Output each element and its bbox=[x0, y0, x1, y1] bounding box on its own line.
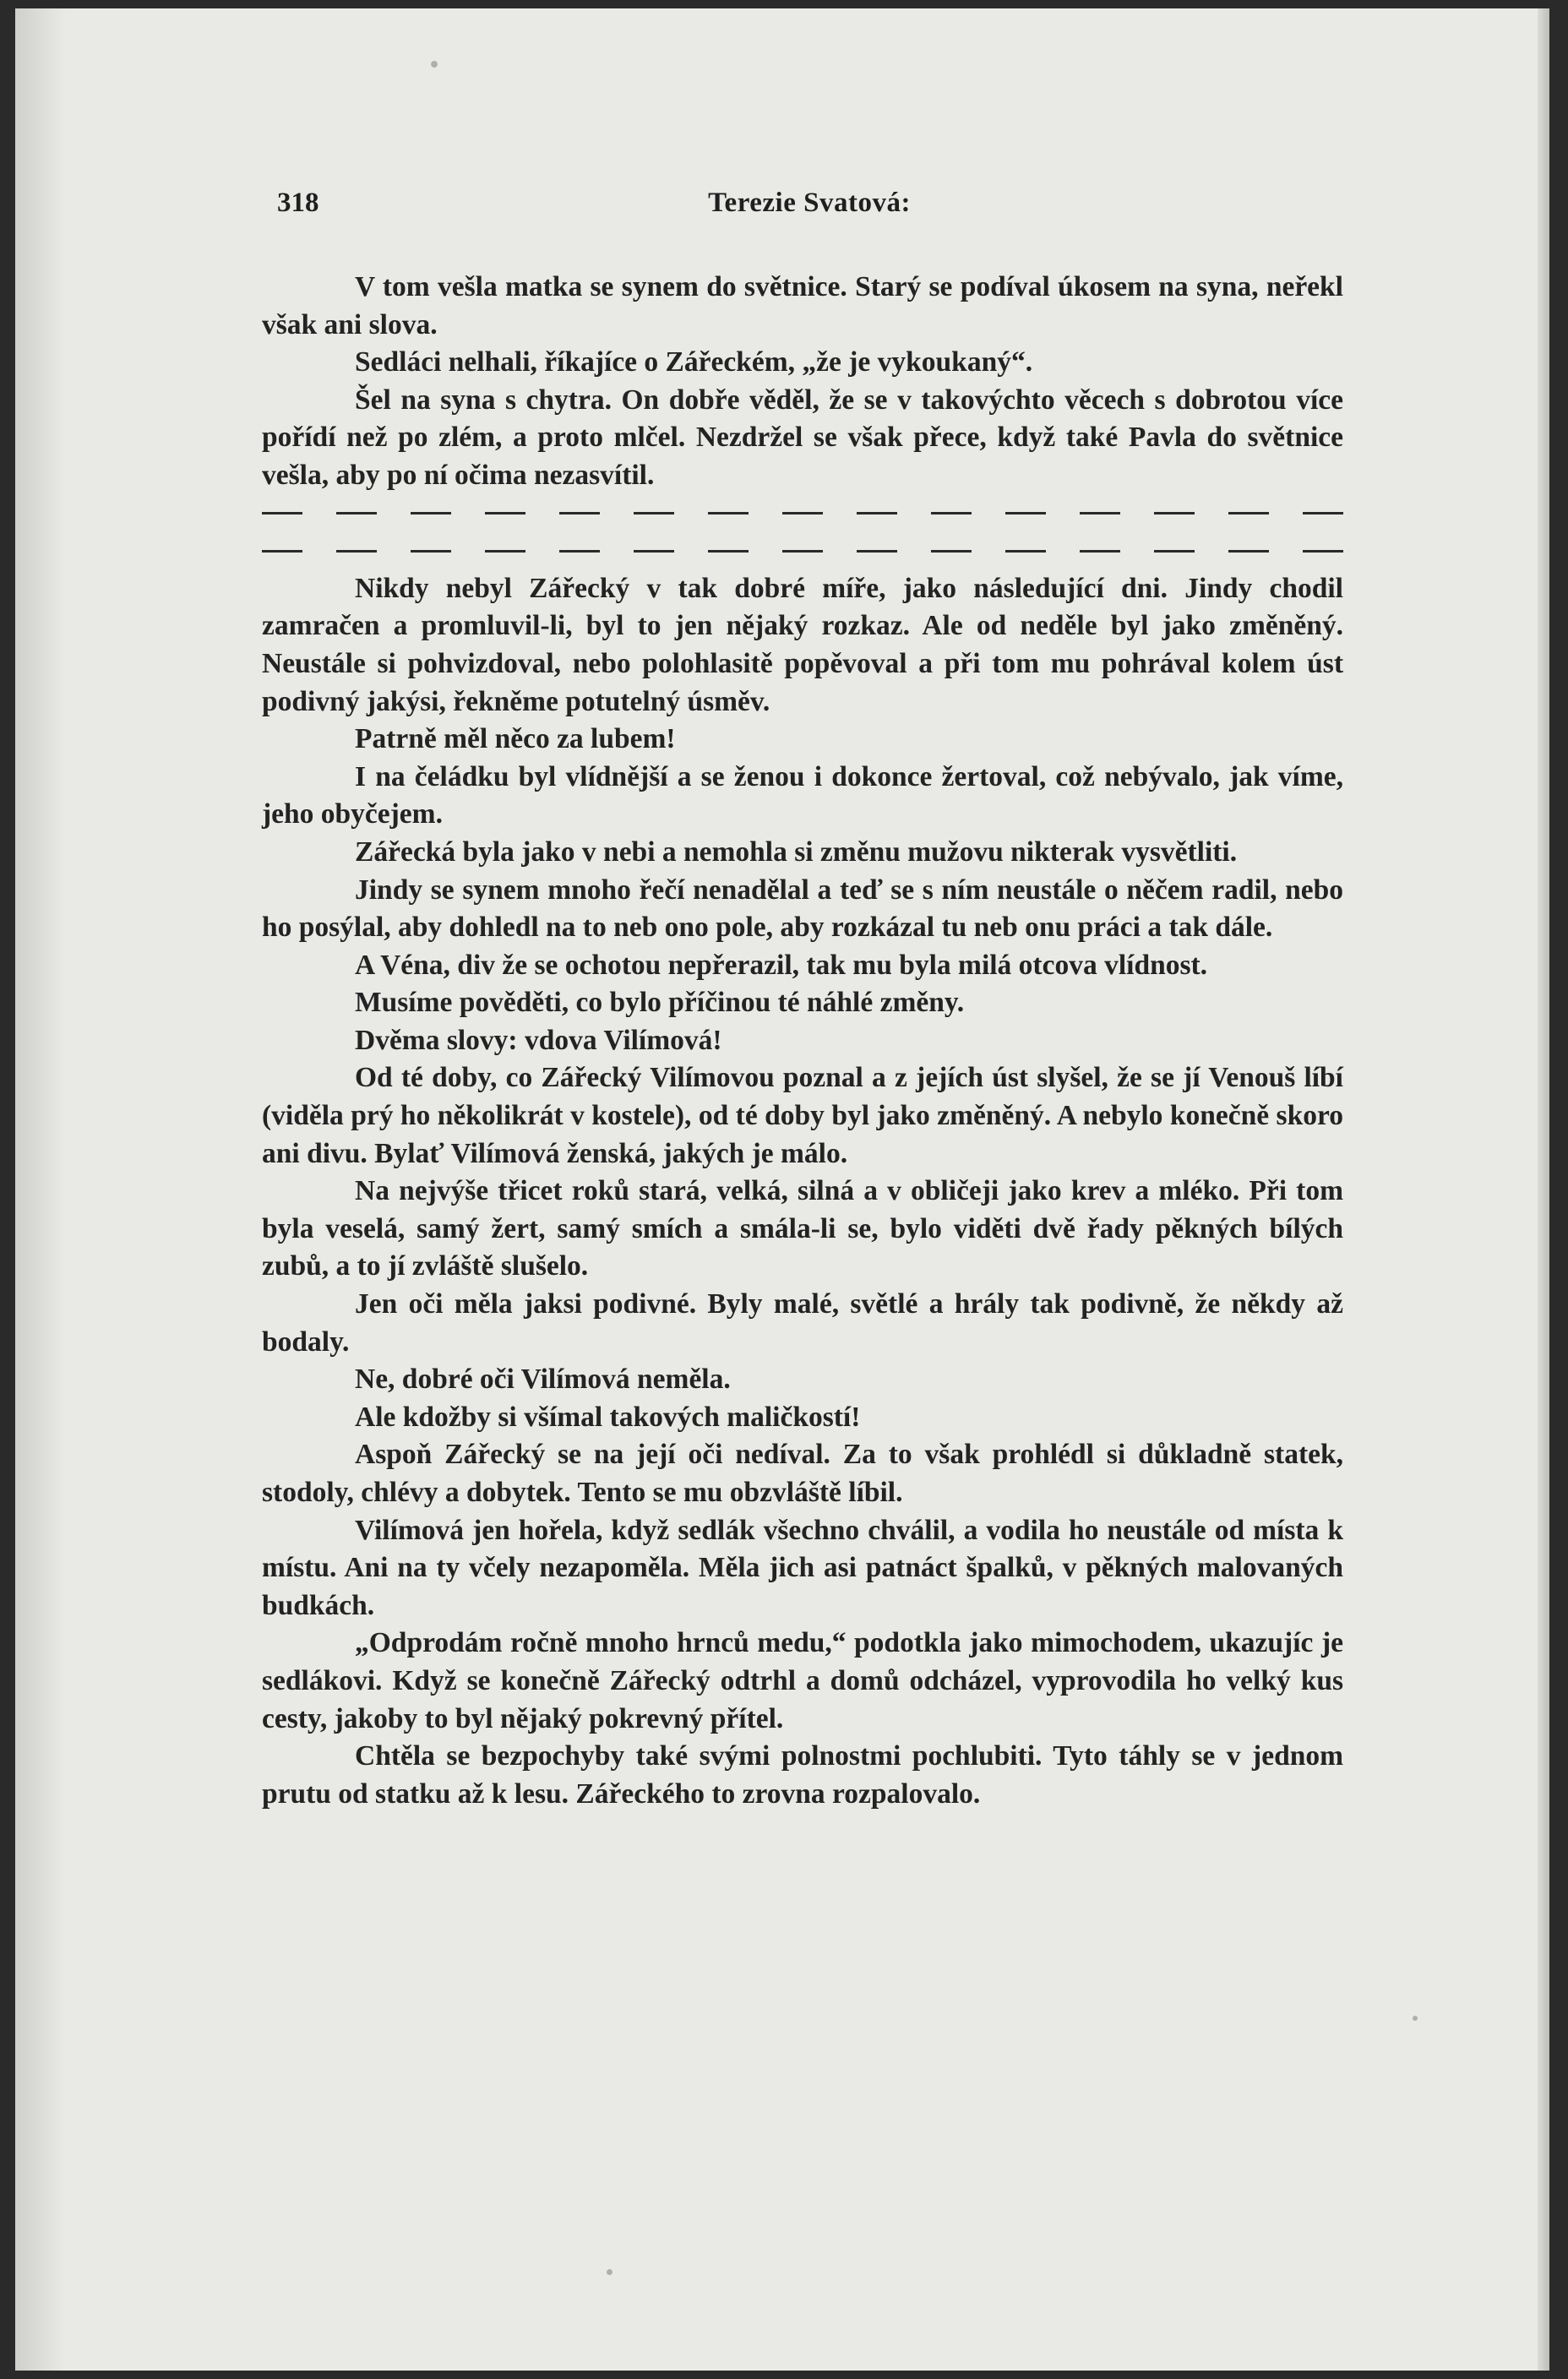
section-break-row bbox=[262, 532, 1343, 570]
paragraph: Od té doby, co Zářecký Vilímovou poznal a z jejích úst slyšel, že se jí Venouš líbí (viděla prý ho několikrát v kostele), od té doby byl jako změněný. A nebylo konečně skoro ani divu. Bylať Vilímová ženská, jakých je málo. bbox=[262, 1062, 1343, 1169]
body-text bbox=[262, 269, 1343, 1813]
paragraph: Ne, dobré oči Vilímová neměla. bbox=[355, 1364, 731, 1396]
paragraph: Chtěla se bezpochyby také svými polnostmi pochlubiti. Tyto táhly se v jednom prutu od statku až k lesu. Zářeckého to zrovna rozpalovalo. bbox=[262, 1740, 1343, 1810]
paper-speck bbox=[431, 61, 438, 68]
paragraph: Šel na syna s chytra. On dobře věděl, že se v takovýchto věcech s dobrotou více pořídí než po zlém, a proto mlčel. Nezdržel se však přece, když také Pavla do světnice vešla, aby po ní očima nezasvítil. bbox=[262, 384, 1343, 491]
paragraph: V tom vešla matka se synem do světnice. Starý se podíval úkosem na syna, neřekl však ani slova. bbox=[262, 271, 1343, 340]
paragraph: Nikdy nebyl Zářecký v tak dobré míře, jako následující dni. Jindy chodil zamračen a promluvil-li, byl to jen nějaký rozkaz. Ale od neděle byl jako změněný. Neustále si pohvizdoval, nebo polohlasitě popěvoval a při tom mu pohrával kolem úst podivný jakýsi, řekněme potutelný úsměv. bbox=[262, 572, 1343, 717]
section-break-row bbox=[262, 495, 1343, 533]
paragraph: A Véna, div že se ochotou nepřerazil, tak mu byla milá otcova vlídnost. bbox=[355, 949, 1208, 981]
running-title: Terezie Svatová: bbox=[708, 188, 911, 218]
page-edge-shadow bbox=[1538, 8, 1549, 2371]
paper-speck bbox=[1413, 2016, 1418, 2021]
paper-speck bbox=[607, 2269, 612, 2275]
page-gutter-shadow bbox=[15, 8, 66, 2371]
page-header bbox=[277, 188, 1342, 235]
paragraph: Jindy se synem mnoho řečí nenadělal a teď se s ním neustále o něčem radil, nebo ho posýlal, aby dohledl na to neb ono pole, aby rozkázal tu neb onu práci a tak dále. bbox=[262, 874, 1343, 944]
paragraph: I na čeládku byl vlídnější a se ženou i dokonce žertoval, což nebývalo, jak víme, jeho obyčejem. bbox=[262, 760, 1343, 830]
paragraph: Vilímová jen hořela, když sedlák všechno chválil, a vodila ho neustále od místa k místu. Ani na ty včely nezapoměla. Měla jich asi patnáct špalků, v pěkných malovaných budkách. bbox=[262, 1514, 1343, 1621]
paragraph: Jen oči měla jaksi podivné. Byly malé, světlé a hrály tak podivně, že někdy až bodaly. bbox=[262, 1288, 1343, 1358]
paragraph: Musíme pověděti, co bylo příčinou té náhlé změny. bbox=[355, 987, 965, 1019]
paragraph: Patrně měl něco za lubem! bbox=[355, 723, 676, 755]
paragraph: Aspoň Zářecký se na její oči nedíval. Za to však prohlédl si důkladně statek, stodoly, chlévy a dobytek. Tento se mu obzvláště líbil. bbox=[262, 1439, 1343, 1508]
page-number: 318 bbox=[277, 188, 319, 218]
paragraph: Na nejvýše třicet roků stará, velká, silná a v obličeji jako krev a mléko. Při tom byla veselá, samý žert, samý smích a smála-li se, bylo viděti dvě řady pěkných bílých zubů, a to jí zvláště slušelo. bbox=[262, 1175, 1343, 1282]
paragraph: Ale kdožby si všímal takových maličkostí! bbox=[355, 1401, 861, 1433]
paragraph: Zářecká byla jako v nebi a nemohla si změnu mužovu nikterak vysvětliti. bbox=[355, 836, 1238, 868]
paragraph: Dvěma slovy: vdova Vilímová! bbox=[355, 1024, 722, 1056]
paragraph: „Odprodám ročně mnoho hrnců medu,“ podotkla jako mimochodem, ukazujíc je sedlákovi. Když se konečně Zářecký odtrhl a domů odcházel, vyprovodila ho velký kus cesty, jakoby to byl nějaký pokrevný přítel. bbox=[262, 1627, 1343, 1734]
paragraph: Sedláci nelhali, říkajíce o Zářeckém, „že je vykoukaný“. bbox=[355, 346, 1033, 378]
